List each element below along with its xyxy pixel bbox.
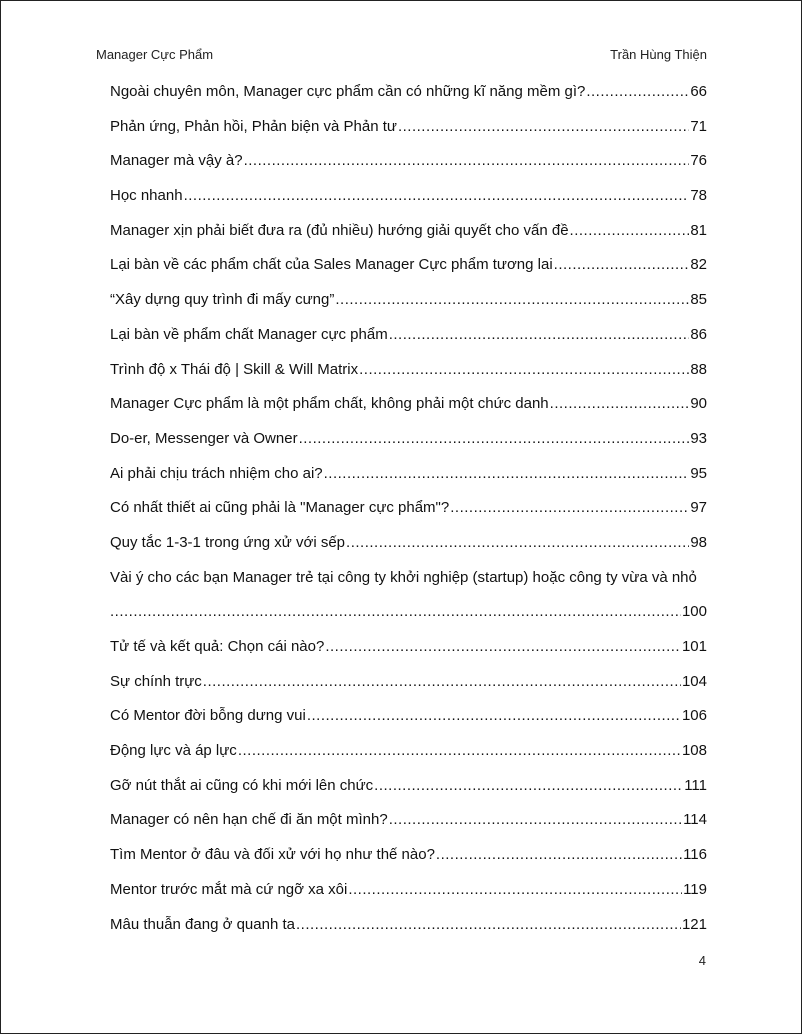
toc-group-after bbox=[110, 636, 707, 948]
page-number: 4 bbox=[698, 953, 706, 968]
toc-dot-leader bbox=[550, 393, 690, 415]
toc-entry[interactable] bbox=[110, 879, 707, 914]
toc-dot-leader bbox=[374, 775, 683, 797]
toc-entry-page: 85 bbox=[690, 291, 707, 309]
toc-entry-continuation bbox=[110, 601, 707, 636]
toc-entry-wrapped[interactable] bbox=[110, 567, 707, 636]
toc-dot-leader bbox=[346, 532, 689, 554]
toc-dot-leader bbox=[348, 879, 682, 901]
toc-entry-page: 66 bbox=[690, 83, 707, 100]
toc-entry-page: 78 bbox=[690, 187, 707, 205]
toc-dot-leader bbox=[436, 844, 682, 866]
toc-entry-title: Manager mà vậy à? bbox=[110, 152, 243, 170]
toc-entry-title: Có nhất thiết ai cũng phải là "Manager cực phẩm"? bbox=[110, 499, 450, 517]
toc-entry-title: Quy tắc 1-3-1 trong ứng xử với sếp bbox=[110, 533, 346, 551]
toc-entry[interactable] bbox=[110, 914, 707, 949]
toc-entry-title: Có Mentor đời bỗng dưng vui bbox=[110, 707, 306, 725]
toc-entry[interactable] bbox=[110, 81, 707, 116]
toc-entry-title: Lại bàn về phẩm chất Manager cực phẩm bbox=[110, 325, 388, 343]
toc-entry[interactable] bbox=[110, 463, 707, 498]
toc-entry-page: 93 bbox=[690, 429, 707, 447]
toc-entry[interactable] bbox=[110, 775, 707, 810]
header-author: Trần Hùng Thiện bbox=[610, 47, 707, 62]
toc-entry[interactable] bbox=[110, 809, 707, 844]
toc-entry-page: 106 bbox=[681, 707, 707, 725]
toc-entry-title: Sự chính trực bbox=[110, 672, 202, 690]
toc-entry[interactable] bbox=[110, 844, 707, 879]
toc-dot-leader bbox=[296, 914, 681, 936]
toc-entry-title: Mentor trước mắt mà cứ ngỡ xa xôi bbox=[110, 880, 348, 898]
toc-dot-leader bbox=[203, 671, 681, 693]
toc-entry[interactable] bbox=[110, 671, 707, 706]
toc-entry[interactable] bbox=[110, 116, 707, 151]
toc-entry-title: Mâu thuẫn đang ở quanh ta bbox=[110, 915, 295, 933]
toc-entry[interactable] bbox=[110, 428, 707, 463]
toc-dot-leader bbox=[450, 497, 689, 519]
toc-group-first bbox=[110, 81, 707, 567]
toc-entry-title: Do-er, Messenger và Owner bbox=[110, 429, 298, 447]
toc-dot-leader bbox=[398, 116, 689, 138]
toc-entry[interactable] bbox=[110, 185, 707, 220]
toc-entry-page: 114 bbox=[683, 811, 707, 829]
toc-entry-page: 82 bbox=[690, 256, 707, 274]
toc-entry-title: Manager Cực phẩm là một phẩm chất, không phải một chức danh bbox=[110, 395, 549, 413]
toc-entry[interactable] bbox=[110, 220, 707, 255]
toc-entry-title: Manager có nên hạn chế đi ăn một mình? bbox=[110, 811, 388, 829]
toc-entry[interactable] bbox=[110, 497, 707, 532]
toc-dot-leader bbox=[554, 254, 690, 276]
toc-dot-leader bbox=[359, 359, 689, 381]
toc-entry-title: Động lực và áp lực bbox=[110, 742, 237, 760]
toc-entry-page: 121 bbox=[681, 915, 707, 933]
toc-entry[interactable] bbox=[110, 740, 707, 775]
toc-dot-leader bbox=[389, 324, 690, 346]
toc-entry-page: 101 bbox=[681, 638, 707, 656]
toc-entry-page: 100 bbox=[681, 603, 707, 621]
toc-entry-page: 98 bbox=[690, 533, 707, 551]
toc-entry-page: 71 bbox=[690, 117, 707, 135]
toc-dot-leader bbox=[335, 289, 689, 311]
toc-dot-leader bbox=[586, 81, 689, 103]
toc-entry-page: 86 bbox=[690, 325, 707, 343]
toc-entry-page: 119 bbox=[683, 880, 707, 898]
toc-entry[interactable] bbox=[110, 359, 707, 394]
toc-dot-leader bbox=[110, 601, 681, 623]
toc-entry-title: Trình độ x Thái độ | Skill & Will Matrix bbox=[110, 360, 359, 378]
toc-entry[interactable] bbox=[110, 254, 707, 289]
toc-entry-title: Gỡ nút thắt ai cũng có khi mới lên chức bbox=[110, 776, 374, 794]
toc-entry-page: 95 bbox=[690, 464, 707, 482]
toc-entry-page: 108 bbox=[681, 742, 707, 760]
toc-entry-page: 116 bbox=[683, 846, 707, 864]
toc-entry[interactable] bbox=[110, 636, 707, 671]
toc-entry-title: Ai phải chịu trách nhiệm cho ai? bbox=[110, 464, 323, 482]
toc-entry-title: Tìm Mentor ở đâu và đối xử với họ như thế nào? bbox=[110, 846, 435, 864]
toc-entry-page: 81 bbox=[690, 221, 707, 239]
toc-entry-title: Manager xịn phải biết đưa ra (đủ nhiều) hướng giải quyết cho vấn đề bbox=[110, 221, 569, 239]
toc-entry-page: 88 bbox=[690, 360, 707, 378]
toc-entry-title: Tử tế và kết quả: Chọn cái nào? bbox=[110, 638, 325, 656]
table-of-contents bbox=[110, 81, 707, 948]
toc-entry-title: Ngoài chuyên môn, Manager cực phẩm cần có những kĩ năng mềm gì? bbox=[110, 83, 586, 100]
toc-entry-title: Vài ý cho các bạn Manager trẻ tại công ty khởi nghiệp (startup) hoặc công ty vừa và nhỏ bbox=[110, 568, 697, 586]
toc-entry[interactable] bbox=[110, 532, 707, 567]
header-book-title: Manager Cực Phẩm bbox=[96, 47, 214, 62]
toc-entry-title: Học nhanh bbox=[110, 187, 183, 205]
toc-dot-leader bbox=[244, 150, 690, 172]
toc-entry-page: 111 bbox=[684, 776, 707, 794]
toc-dot-leader bbox=[324, 463, 690, 485]
toc-entry-title: Lại bàn về các phẩm chất của Sales Manager Cực phẩm tương lai bbox=[110, 256, 553, 274]
toc-entry[interactable] bbox=[110, 150, 707, 185]
toc-dot-leader bbox=[307, 705, 681, 727]
toc-entry[interactable] bbox=[110, 705, 707, 740]
toc-dot-leader bbox=[389, 809, 682, 831]
toc-entry-title: Phản ứng, Phản hồi, Phản biện và Phản tư bbox=[110, 117, 397, 135]
toc-dot-leader bbox=[299, 428, 690, 450]
toc-entry[interactable] bbox=[110, 289, 707, 324]
toc-dot-leader bbox=[325, 636, 681, 658]
toc-entry-title: “Xây dựng quy trình đi mấy cưng” bbox=[110, 291, 335, 309]
toc-dot-leader bbox=[184, 185, 690, 207]
toc-entry[interactable] bbox=[110, 324, 707, 359]
toc-entry-page: 76 bbox=[690, 152, 707, 170]
toc-dot-leader bbox=[570, 220, 690, 242]
toc-entry[interactable] bbox=[110, 393, 707, 428]
toc-entry-page: 97 bbox=[690, 499, 707, 517]
toc-entry-page: 90 bbox=[690, 395, 707, 413]
toc-entry-page: 104 bbox=[681, 672, 707, 690]
toc-dot-leader bbox=[238, 740, 681, 762]
